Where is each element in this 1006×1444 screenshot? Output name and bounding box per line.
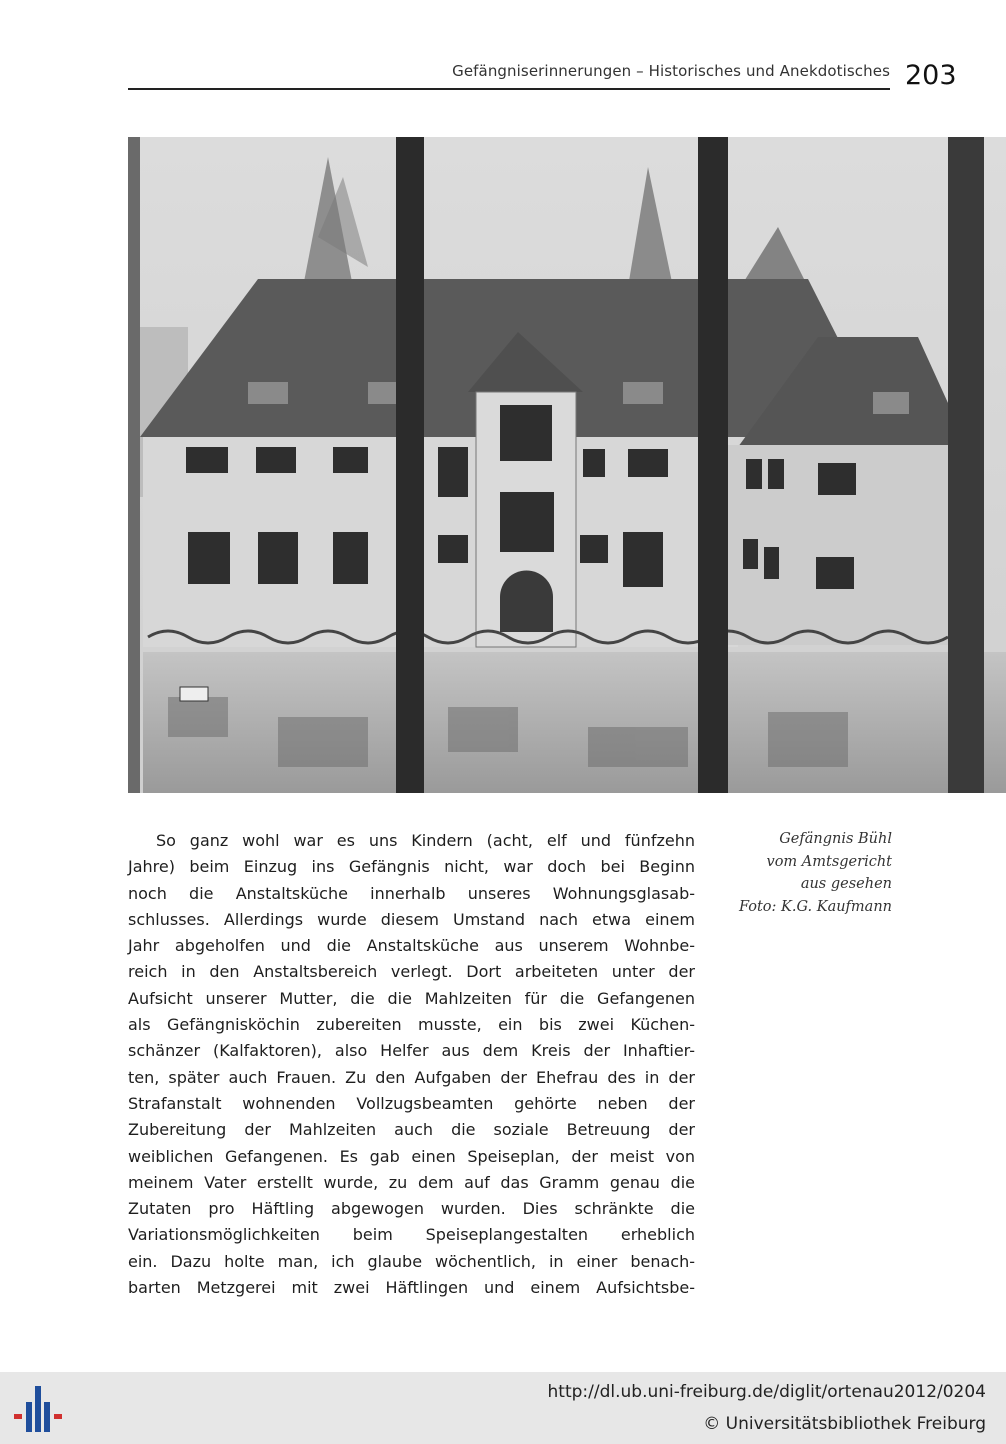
body-line: Aufsicht unserer Mutter, die die Mahlzeiten für die Gefangenen <box>128 988 695 1008</box>
prison-photo <box>128 137 1006 793</box>
body-line: weiblichen Gefangenen. Es gab einen Speiseplan, der meist von <box>128 1146 695 1166</box>
body-line: reich in den Anstaltsbereich verlegt. Dort arbeiteten unter der <box>128 962 695 982</box>
header-rule <box>128 88 890 90</box>
page-number: 203 <box>905 60 957 91</box>
body-line: ein. Dazu holte man, ich glaube wöchentlich, in einer benach- <box>128 1251 695 1271</box>
body-line: Zutaten pro Häftling abgewogen wurden. Dies schränkte die <box>128 1199 695 1219</box>
caption-line: Gefängnis Bühl <box>779 831 892 847</box>
body-line: Jahre) beim Einzug ins Gefängnis nicht, war doch bei Beginn <box>128 857 695 877</box>
body-line: Jahr abgeholfen und die Anstaltsküche aus unserem Wohnbe- <box>128 936 695 956</box>
caption-line: vom Amtsgericht <box>766 853 892 870</box>
body-line: So ganz wohl war es uns Kindern (acht, elf und fünfzehn <box>156 831 695 850</box>
body-line: Zubereitung der Mahlzeiten auch die soziale Betreuung der <box>128 1120 695 1140</box>
footer-bar <box>0 1372 1006 1444</box>
body-text <box>128 828 695 1301</box>
caption-line: aus gesehen <box>800 876 892 892</box>
body-line: Variationsmöglichkeiten beim Speiseplangestalten erheblich <box>128 1225 695 1245</box>
body-line: schlusses. Allerdings wurde diesem Umstand nach etwa einem <box>128 909 695 929</box>
caption-line: Foto: K.G. Kaufmann <box>738 898 892 915</box>
body-line: als Gefängnisköchin zubereiten musste, ein bis zwei Küchen- <box>128 1015 695 1035</box>
body-line: noch die Anstaltsküche innerhalb unseres Wohnungsglasab- <box>128 883 695 903</box>
running-head: Gefängniserinnerungen – Historisches und Anekdotisches <box>452 62 890 80</box>
footer-url-link[interactable]: http://dl.ub.uni-freiburg.de/diglit/ortenau2012/0204 <box>547 1382 986 1402</box>
library-logo-icon <box>12 1384 64 1434</box>
body-line: meinem Vater erstellt wurde, zu dem auf das Gramm genau die <box>128 1172 695 1192</box>
body-line: barten Metzgerei mit zwei Häftlingen und einem Aufsichtsbe- <box>128 1278 695 1298</box>
body-line: Strafanstalt wohnenden Vollzugsbeamten gehörte neben der <box>128 1093 695 1113</box>
body-line: schänzer (Kalfaktoren), also Helfer aus dem Kreis der Inhaftier- <box>128 1041 695 1061</box>
footer-copyright: © Universitätsbibliothek Freiburg <box>703 1414 986 1434</box>
body-line: ten, später auch Frauen. Zu den Aufgaben der Ehefrau des in der <box>128 1067 695 1087</box>
photo-caption <box>712 828 892 918</box>
